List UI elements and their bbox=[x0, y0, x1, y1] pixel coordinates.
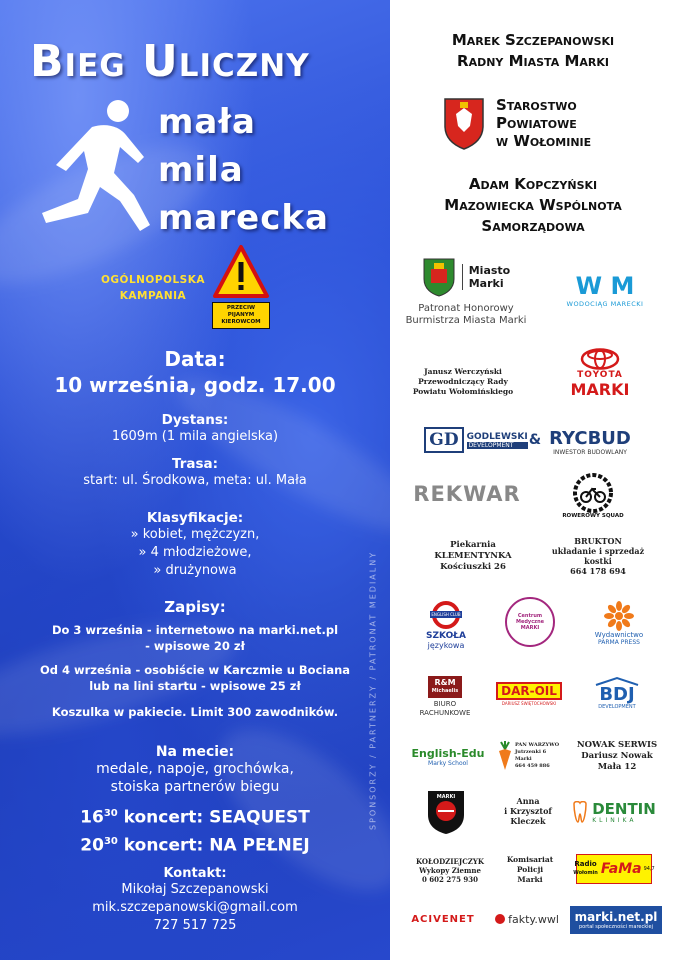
szkola-jezykowa-logo: ENGLISH CLUB SZKOŁA językowa bbox=[412, 596, 480, 654]
tooth-icon bbox=[572, 801, 588, 823]
marki-coat-icon bbox=[422, 257, 456, 297]
date-label: Data: bbox=[164, 347, 226, 371]
rekwar-logo: REKWAR bbox=[413, 482, 521, 506]
toyota-marki-logo: TOYOTA MARKI bbox=[554, 340, 646, 406]
godlewski-logo: GD GODLEWSKI DEVELOPMENT bbox=[424, 420, 528, 460]
dar-oil-logo: DAR-OIL DARIUSZ ŚWIĘTOCHOWSKI bbox=[496, 674, 562, 714]
komisariat-logo: Komisariat Policji Marki bbox=[506, 855, 554, 884]
classification-item: » drużynowa bbox=[153, 563, 237, 578]
finish-label: Na mecie: bbox=[155, 744, 235, 760]
kolodziejczyk-logo: KOŁODZIEJCZYK Wykopy Ziemne 0 602 275 930 bbox=[416, 856, 484, 884]
fakty-dot-icon bbox=[495, 914, 505, 924]
classification-item: » 4 młodzieżowe, bbox=[138, 545, 252, 560]
ampersand: & bbox=[528, 432, 542, 448]
sponsors-side-strip: SPONSORZY / PARTNERZY / PATRONAT MEDIALNY bbox=[368, 550, 378, 830]
bicycle-gear-icon bbox=[572, 473, 614, 513]
contact-block bbox=[0, 866, 390, 935]
wodociag-logo: W M WODOCIĄG MARECKI bbox=[566, 272, 644, 308]
registration-line: - wpisowe 20 zł bbox=[145, 639, 245, 653]
registration-label: Zapisy: bbox=[164, 598, 226, 616]
anna-krzysztof-logo: Anna i Krzysztof Kleczek bbox=[504, 796, 552, 826]
rycbud-logo: RYCBUD INWESTOR BUDOWLANY bbox=[549, 428, 631, 456]
english-edu-logo: English-Edu Marky School bbox=[411, 747, 485, 767]
sponsors-panel bbox=[390, 0, 676, 960]
marki-net-logo[interactable]: marki.net.pl portal społeczności mareckiej bbox=[570, 906, 662, 934]
acivenet-logo: ACIVENET bbox=[411, 913, 475, 925]
contact-label: Kontakt: bbox=[163, 866, 227, 881]
date-block bbox=[0, 346, 390, 398]
piekarnia-logo: Piekarnia KLEMENTYNKA Kościuszki 26 bbox=[434, 539, 512, 572]
fakty-logo: fakty.wwl bbox=[490, 908, 564, 930]
sponsor-councillor: Marek Szczepanowski Radny Miasta Marki bbox=[451, 31, 615, 70]
distance-label: Dystans: bbox=[161, 412, 229, 428]
marki-badge-logo: MARKI bbox=[420, 786, 472, 836]
classification-item: » kobiet, mężczyzn, bbox=[130, 527, 260, 542]
sun-flower-icon bbox=[604, 601, 634, 631]
finish-line: medale, napoje, grochówka, bbox=[96, 761, 294, 777]
event-title: Bieg Uliczny bbox=[30, 36, 310, 87]
contact-name: Mikołaj Szczepanowski bbox=[121, 882, 269, 897]
brukton-logo: BRUKTON układanie i sprzedaż kostki 664 178 694 bbox=[551, 536, 645, 576]
contact-phone: 727 517 725 bbox=[153, 918, 237, 933]
dentin-logo: DENTIN KLINIKA bbox=[566, 792, 662, 832]
wydawnictwo-logo: Wydawnictwo PARMA PRESS bbox=[582, 594, 656, 652]
toyota-emblem-icon bbox=[580, 348, 620, 370]
title-word-mala: mała bbox=[158, 102, 256, 142]
janusz-logo: Janusz Werczyński Przewodniczący Rady Powiatu Wołomińskiego bbox=[412, 367, 514, 396]
classification-block bbox=[0, 510, 390, 580]
campaign-label: OGÓLNOPOLSKA KAMPANIA bbox=[100, 274, 205, 302]
concert-1: $16^{30}$ koncert: SEAQUEST bbox=[80, 807, 310, 828]
starostwo-logo: Starostwo Powiatowe w Wołominie bbox=[442, 92, 642, 154]
biuro-rachunkowe-logo: R&M Michaelis BIURO RACHUNKOWE bbox=[419, 678, 471, 717]
registration-line: lub na lini startu - wpisowe 25 zł bbox=[89, 679, 301, 693]
carrot-icon bbox=[497, 741, 513, 771]
bdj-logo: BDJ DEVELOPMENT bbox=[580, 672, 654, 714]
registration-line: Do 3 września - internetowo na marki.net.pl bbox=[51, 623, 339, 637]
pan-warzywo-logo: PAN WARZYWO Jutrzenki 6 Marki 664 459 886 bbox=[496, 730, 560, 782]
nowak-serwis-logo: NOWAK SERWIS Dariusz Nowak Mała 12 bbox=[576, 739, 658, 772]
concert-2: $20^{30}$ koncert: NA PEŁNEJ bbox=[80, 835, 310, 856]
contact-email[interactable]: mik.szczepanowski@gmail.com bbox=[92, 900, 298, 915]
route-block bbox=[0, 456, 390, 490]
classification-label: Klasyfikacje: bbox=[146, 510, 244, 526]
warning-sign bbox=[212, 244, 270, 325]
registration-block bbox=[0, 598, 390, 720]
runner-icon bbox=[22, 95, 162, 245]
sponsor-councillor-2: Adam Kopczyński Mazowiecka Wspólnota Samorządowa bbox=[444, 175, 622, 235]
distance-block bbox=[0, 412, 390, 446]
date-value: 10 września, godz. 17.00 bbox=[54, 373, 336, 397]
finish-line: stoiska partnerów biegu bbox=[110, 779, 280, 795]
rowerowy-squad-logo: ROWEROWY SQUAD bbox=[558, 468, 628, 524]
registration-line: Koszulka w pakiecie. Limit 300 zawodników. bbox=[51, 705, 339, 719]
concerts-block bbox=[0, 802, 390, 857]
warning-sign-text: PRZECIW PIJANYM KIEROWCOM bbox=[212, 302, 270, 329]
route-label: Trasa: bbox=[171, 456, 219, 472]
warning-triangle-icon bbox=[212, 244, 270, 300]
coat-of-arms-icon bbox=[442, 96, 486, 150]
distance-value: 1609m (1 mila angielska) bbox=[111, 429, 279, 444]
centrum-medyczne-logo: Centrum Medyczne MARKI bbox=[502, 594, 558, 650]
miasto-marki-logo: Miasto Marki Patronat Honorowy Burmistrza Miasta Marki bbox=[396, 250, 536, 334]
radio-fama-logo: Radio Wołomin FaMa 94,7 bbox=[576, 854, 652, 884]
route-value: start: ul. Środkowa, meta: ul. Mała bbox=[83, 473, 307, 488]
title-word-marecka: marecka bbox=[158, 198, 329, 238]
registration-line: Od 4 września - osobiście w Karczmie u Bociana bbox=[39, 663, 351, 677]
title-word-mila: mila bbox=[158, 150, 244, 190]
finish-block bbox=[0, 744, 390, 796]
